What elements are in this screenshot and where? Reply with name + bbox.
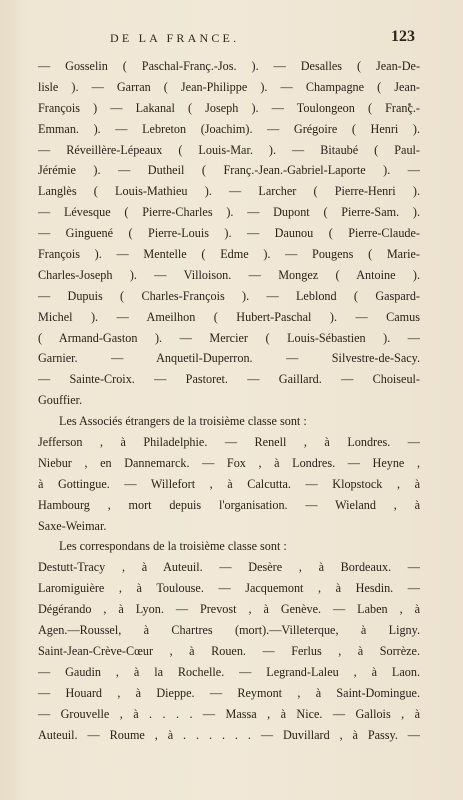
- body-text: [38, 56, 420, 745]
- text-line: Langlès ( Louis-Mathieu ). — Larcher ( Pierre-Henri ).: [38, 184, 420, 199]
- text-line: Laromiguière , à Toulouse. — Jacquemont , à Hesdin. —: [38, 581, 420, 596]
- text-line: Emman. ). — Lebreton (Joachim). — Grégoire ( Henri ).: [38, 121, 420, 136]
- text-line: à Gottingue. — Willefort , à Calcutta. — Klopstock , à: [38, 476, 420, 491]
- text-line: — Ginguené ( Pierre-Louis ). — Daunou ( Pierre-Claude-: [38, 226, 420, 241]
- text-line: Agen.—Roussel, à Chartres (mort).—Villeterque, à Ligny.: [38, 623, 420, 638]
- text-line: ( Armand-Gaston ). — Mercier ( Louis-Sébastien ). —: [38, 330, 420, 345]
- text-line: — Dupuis ( Charles-François ). — Leblond ( Gaspard-: [38, 288, 420, 303]
- running-head: DE LA FRANCE.: [110, 31, 240, 45]
- section-heading-associes: Les Associés étrangers de la troisième classe sont :: [59, 414, 307, 429]
- page-number: 123: [391, 28, 415, 45]
- text-line: Saxe-Weimar.: [38, 518, 107, 533]
- text-line: Dégérando , à Lyon. — Prevost , à Genève. — Laben , à: [38, 602, 420, 617]
- text-line: Gouffier.: [38, 393, 83, 408]
- text-line: — Gosselin ( Paschal-Franç.-Jos. ). — Desalles ( Jean-De-: [38, 59, 420, 73]
- text-line: — Grouvelle , à . . . . — Massa , à Nice. — Gallois , à: [38, 706, 420, 721]
- text-line: — Sainte-Croix. — Pastoret. — Gaillard. — Choiseul-: [38, 372, 420, 387]
- text-line: Jefferson , à Philadelphie. — Renell , à Londres. —: [38, 435, 420, 450]
- section-heading-correspondans: Les correspondans de la troisième classe sont :: [59, 539, 287, 554]
- text-line: François ). — Mentelle ( Edme ). — Pougens ( Marie-: [38, 247, 420, 262]
- text-line: Destutt-Tracy , à Auteuil. — Desère , à Bordeaux. —: [38, 560, 420, 575]
- text-line: Saint-Jean-Crève-Cœur , à Rouen. — Ferlus , à Sorrèze.: [38, 643, 420, 658]
- text-line: — Réveillère-Lépeaux ( Louis-Mar. ). — Bitaubé ( Paul-: [38, 142, 420, 157]
- text-line: Hambourg , mort depuis l'organisation. — Wieland , à: [38, 497, 420, 512]
- text-line: Jérémie ). — Dutheil ( Franç.-Jean.-Gabriel-Laporte ). —: [38, 163, 420, 178]
- text-line: Charles-Joseph ). — Villoison. — Mongez ( Antoine ).: [38, 267, 420, 282]
- text-line: Garnier. — Anquetil-Duperron. — Silvestre-de-Sacy.: [38, 351, 420, 366]
- text-line: — Houard , à Dieppe. — Reymont , à Saint-Domingue.: [38, 685, 420, 700]
- text-line: — Gaudin , à la Rochelle. — Legrand-Laleu , à Laon.: [38, 664, 420, 679]
- text-line: Niebur , en Dannemarck. — Fox , à Londres. — Heyne ,: [38, 455, 420, 470]
- page-header: [0, 28, 463, 50]
- text-line: Auteuil. — Roume , à . . . . . . — Duvillard , à Passy. —: [38, 727, 420, 742]
- text-line: François ) — Lakanal ( Joseph ). — Toulongeon ( Franç.-: [38, 100, 420, 115]
- text-line: — Lévesque ( Pierre-Charles ). — Dupont ( Pierre-Sam. ).: [38, 205, 420, 220]
- text-line: Michel ). — Ameilhon ( Hubert-Paschal ). — Camus: [38, 309, 420, 324]
- text-line: lisle ). — Garran ( Jean-Philippe ). — Champagne ( Jean-: [38, 79, 420, 94]
